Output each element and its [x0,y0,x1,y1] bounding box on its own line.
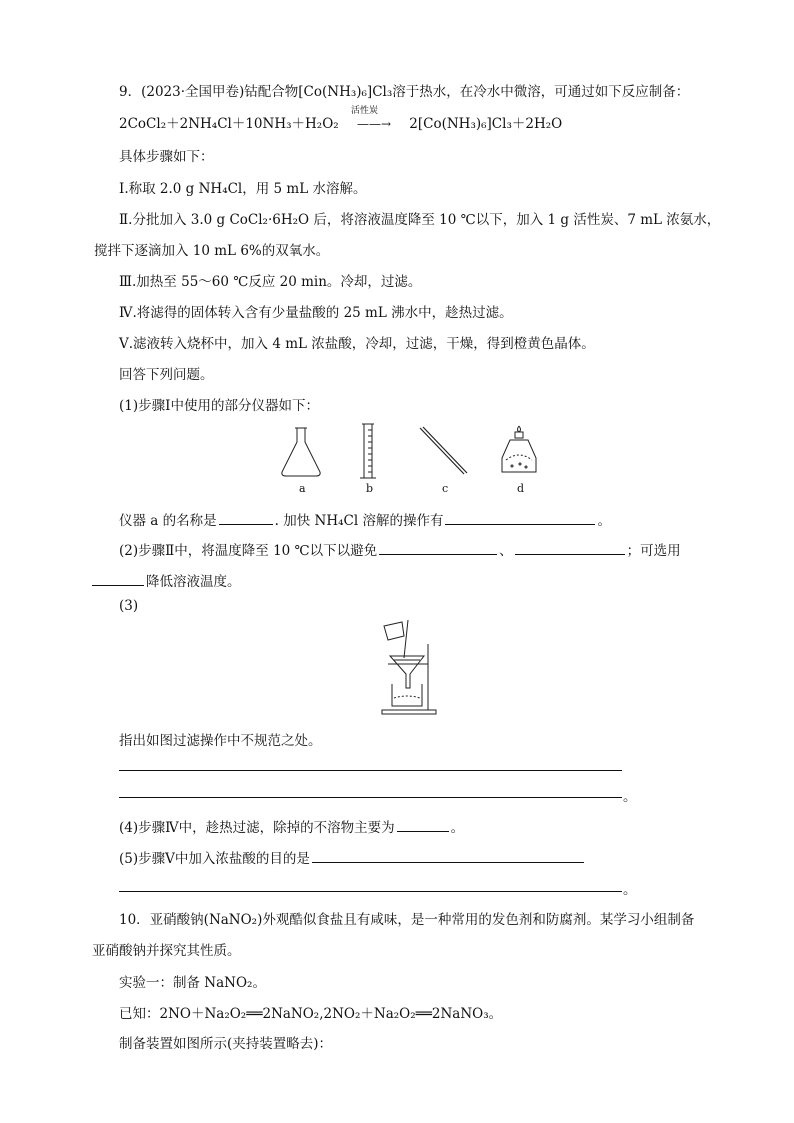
step-3: Ⅲ.加热至 55～60 ℃反应 20 min。冷却，过滤。 [119,274,422,290]
answer-blank-purpose[interactable] [312,850,584,863]
reaction-equation [119,106,563,132]
equation-right: 2[Co(NH₃)₆]Cl₃＋2H₂O [409,116,563,132]
answer-blank-cooling[interactable] [92,573,144,586]
q9-header: 9．(2023·全国甲卷)钴配合物[Co(NH₃)₆]Cl₃溶于热水，在冷水中微溶，可通过如下反应制备： [119,84,690,100]
answer-blank-dissolve[interactable] [445,512,595,525]
step-2-line-1: Ⅱ.分批加入 3.0 g CoCl₂·6H₂O 后，将溶液温度降至 10 ℃以下，加入 1 g 活性炭、7 mL 浓氨水， [119,212,721,228]
answer-line-3a[interactable] [119,770,622,771]
part-3-label: (3) [119,598,139,614]
part-3-end: 。 [623,789,637,805]
filtration-figure [378,618,440,718]
answer-blank-avoid-2[interactable] [515,542,625,555]
answer-line-3b[interactable] [119,797,622,798]
glass-rod-icon [420,427,467,474]
part-2-line-2: 降低溶液温度。 [92,570,241,590]
catalyst-label: 活性炭 [350,106,378,116]
receiving-beaker-icon [392,684,422,706]
funnel-icon [390,656,424,688]
q10-line-2: 亚硝酸钠并探究其性质。 [92,943,241,959]
part-5-end: 。 [623,882,637,898]
part-1-question: 仪器 a 的名称是 . 加快 NH₄Cl 溶解的操作有 。 [119,513,611,529]
pouring-beaker-icon [384,622,404,640]
q10-apparatus: 制备装置如图所示(夹持装置略去)： [119,1036,333,1052]
steps-intro: 具体步骤如下： [119,149,214,165]
label-a: a [299,482,306,495]
alcohol-lamp-icon [502,426,536,472]
equation-left: 2CoCl₂＋2NH₄Cl＋10NH₃＋H₂O₂ [119,116,339,132]
q10-experiment-1: 实验一：制备 NaNO₂。 [119,975,266,991]
step-2-line-2: 搅拌下逐滴加入 10 mL 6%的双氧水。 [94,243,330,259]
answer-blank-avoid-1[interactable] [379,542,497,555]
answer-intro: 回答下列问题。 [119,367,214,383]
label-b: b [366,482,374,495]
stand-base-icon [382,710,436,714]
part-5: (5)步骤Ⅴ中加入浓盐酸的目的是 [119,847,586,867]
answer-blank-a-name[interactable] [219,512,273,525]
graduated-cylinder-icon [360,424,376,478]
q10-line-1: 10．亚硝酸钠(NaNO₂)外观酷似食盐且有咸味，是一种常用的发色剂和防腐剂。某学习小组制备 [119,912,695,928]
answer-line-5[interactable] [119,891,622,892]
step-5: Ⅴ.滤液转入烧杯中，加入 4 mL 浓盐酸，冷却，过滤，干燥，得到橙黄色晶体。 [119,336,595,352]
label-d: d [517,482,525,495]
label-c: c [442,482,449,495]
part-3-question: 指出如图过滤操作中不规范之处。 [119,733,322,749]
step-1: Ⅰ.称取 2.0 g NH₄Cl，用 5 mL 水溶解。 [119,181,367,197]
part-2-line-1: (2)步骤Ⅱ中，将温度降至 10 ℃以下以避免 、 ；可选用 [119,543,681,559]
conical-flask-icon [282,428,320,476]
part-4: (4)步骤Ⅳ中，趁热过滤，除掉的不溶物主要为 。 [119,820,465,836]
q10-known: 已知：2NO＋Na₂O₂══2NaNO₂,2NO₂＋Na₂O₂══2NaNO₃。 [119,1006,503,1022]
reaction-arrow: 活性炭 ——→ [343,116,405,132]
part-1-prompt: (1)步骤Ⅰ中使用的部分仪器如下： [119,398,319,414]
answer-blank-insoluble[interactable] [397,819,449,832]
glass-rod-icon [404,620,408,658]
step-4: Ⅳ.将滤得的固体转入含有少量盐酸的 25 mL 沸水中，趁热过滤。 [119,305,513,321]
